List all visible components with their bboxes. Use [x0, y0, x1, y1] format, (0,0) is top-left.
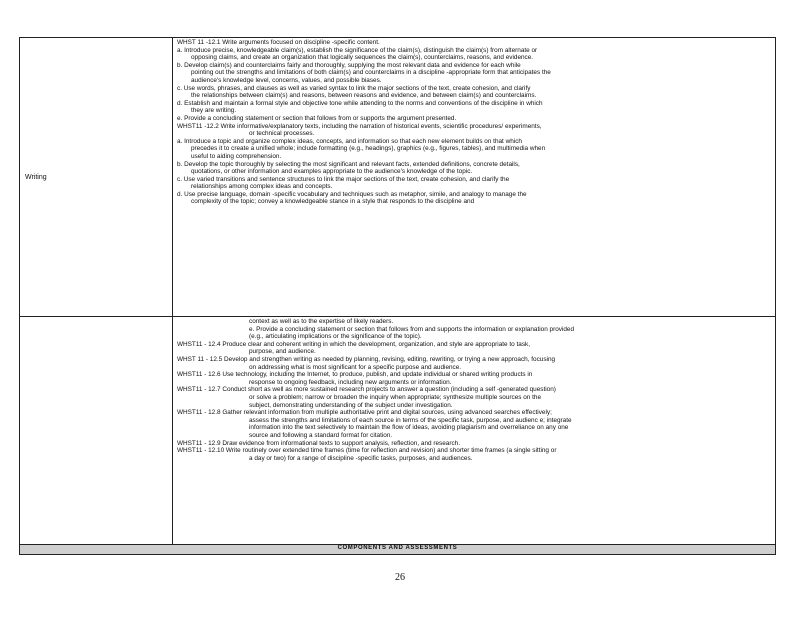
standard-line: d. Establish and maintain a formal style and objective tone while attending to the norms and conventions of the discipline in which [177, 99, 543, 107]
standard-line: a. Introduce a topic and organize complex ideas, concepts, and information so that each new element builds on that which [177, 137, 522, 145]
standard-line: purpose, and audience. [249, 348, 316, 356]
table-row [20, 317, 776, 545]
standard-line: a. Introduce precise, knowledgeable claim(s), establish the significance of the claim(s), distinguish the claim(s) from alternate or [177, 46, 538, 54]
standard-line: quotations, or other information and examples appropriate to the audience's knowledge of the topic. [191, 168, 473, 176]
standard-line: information into the text selectively to maintain the flow of ideas, avoiding plagiarism and overreliance on any one [249, 424, 569, 432]
section-footer-label: COMPONENTS AND ASSESSMENTS [337, 545, 458, 551]
standard-line: opposing claims, and create an organization that logically sequences the claim(s), counterclaims, reasons, and evidence. [191, 54, 534, 62]
standard-line: WHST 11 - 12.5 Develop and strengthen writing as needed by planning, revising, editing, rewriting, or trying a new approach, focusing [177, 355, 556, 363]
standard-line: precedes it to create a unified whole; include formatting (e.g., headings), graphics (e.g., figures, tables), and multimedia when [191, 145, 546, 153]
standard-line: context as well as to the expertise of likely readers. [249, 318, 394, 325]
standard-line: complexity of the topic; convey a knowledgeable stance in a style that responds to the discipline and [191, 198, 475, 206]
standard-line: audience's knowledge level, concerns, values, and possible biases. [191, 76, 382, 84]
standard-line: b. Develop claim(s) and counterclaims fairly and thoroughly, supplying the most relevant data and evidence for each while [177, 61, 521, 69]
standard-line: a day or two) for a range of discipline -specific tasks, purposes, and audiences. [249, 454, 473, 462]
standard-line: c. Use words, phrases, and clauses as well as varied syntax to link the major sections of the text, create cohesion, and clarify [177, 84, 531, 92]
standard-line: or technical processes. [249, 130, 315, 138]
standard-line: pointing out the strengths and limitations of both claim(s) and counterclaims in a discipline -appropriate form that anticipates the [191, 69, 551, 77]
standard-line: or solve a problem; narrow or broaden the inquiry when appropriate; synthesize multiple sources on the [249, 393, 541, 401]
standard-line: WHST11 -12.2 Write informative/explanatory texts, including the narration of historical events, scientific procedures/ experiments, [177, 122, 542, 130]
standard-line: response to ongoing feedback, including new arguments or information. [249, 378, 452, 386]
standard-line: relationships among complex ideas and concepts. [191, 183, 333, 191]
section-footer-bar [20, 545, 776, 555]
standard-line: the relationships between claim(s) and reasons, between reasons and evidence, and between claim(s) and counterclaims. [191, 92, 537, 100]
standard-line: WHST11 - 12.10 Write routinely over extended time frames (time for reflection and revision) and shorter time frames (a single sitting or [177, 447, 557, 455]
standard-line: WHST11 - 12.9 Draw evidence from informational texts to support analysis, reflection, and research. [177, 439, 460, 447]
standard-line: WHST11 - 12.8 Gather relevant information from multiple authoritative print and digital sources, using advanced searches effectively; [177, 409, 552, 417]
standard-line: assess the strengths and limitations of each source in terms of the specific task, purpose, and audienc e; integrate [249, 416, 572, 424]
table-row [20, 38, 776, 317]
subject-cell [20, 317, 173, 545]
standard-line: useful to aiding comprehension. [191, 152, 282, 160]
standard-line: e. Provide a concluding statement or section that follows from and supports the information or explanation provided [249, 325, 575, 333]
standard-line: d. Use precise language, domain -specific vocabulary and techniques such as metaphor, simile, and analogy to manage the [177, 190, 527, 198]
standard-line: (e.g., articulating implications or the significance of the topic). [249, 333, 422, 341]
standard-line: they are writing. [191, 107, 237, 115]
subject-label: Writing [25, 173, 47, 181]
standards-cell [173, 38, 776, 317]
page-number: 26 [395, 572, 405, 583]
standard-line: WHST 11 -12.1 Write arguments focused on discipline -specific content. [177, 39, 380, 46]
subject-cell [20, 38, 173, 317]
standards-table [19, 37, 776, 555]
standard-line: on addressing what is most significant for a specific purpose and audience. [249, 363, 462, 371]
standard-line: WHST11 - 12.7 Conduct short as well as more sustained research projects to answer a question (including a self -generated question) [177, 386, 556, 394]
standard-line: WHST11 - 12.4 Produce clear and coherent writing in which the development, organization, and style are appropriate to task, [177, 340, 530, 348]
standard-line: b. Develop the topic thoroughly by selecting the most significant and relevant facts, extended definitions, concrete details, [177, 160, 520, 168]
standard-line: e. Provide a concluding statement or section that follows from or supports the argument presented. [177, 114, 457, 122]
table-row [20, 545, 776, 555]
standards-cell [173, 317, 776, 545]
standard-line: source and following a standard format for citation. [249, 431, 393, 439]
standard-line: WHST11 - 12.6 Use technology, including the Internet, to produce, publish, and update individual or shared writing products in [177, 371, 533, 379]
standard-line: c. Use varied transitions and sentence structures to link the major sections of the text, create cohesion, and clarify the [177, 175, 510, 183]
standard-line: subject, demonstrating understanding of the subject under investigation. [249, 401, 453, 409]
